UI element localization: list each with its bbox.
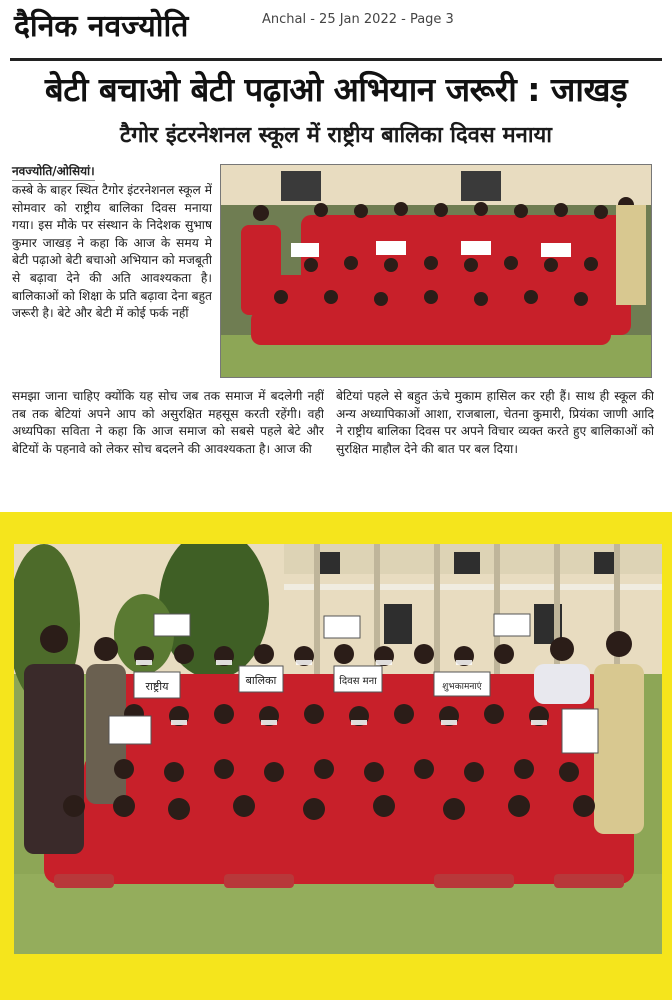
article-headline: बेटी बचाओ बेटी पढ़ाओ अभियान जरूरी : जाखड़ (44, 70, 628, 109)
placard-3-text: दिवस मना (339, 676, 377, 687)
newspaper-name: दैनिक नवज्योति (14, 9, 189, 44)
placard-4-text: शुभकामनाएं (442, 682, 482, 692)
edition-date-page: Anchal - 25 Jan 2022 - Page 3 (262, 12, 454, 27)
masthead-divider (10, 58, 662, 61)
placard-1 (134, 672, 180, 698)
article-dateline: नवज्योति/ओसियां। (12, 162, 95, 181)
masthead (0, 0, 672, 52)
article-body-part1: कस्बे के बाहर स्थित टैगोर इंटरनेशनल स्कूल में सोमवार को राष्ट्रीय बालिका दिवस मनाया गया। इस मौके पर संस्थान के निदेशक सुभाष कुमार जाखड़ ने कहा कि आज के समय मे बेटी पढ़ाओ बेटी बचाओ अभियान को मजबूती से बढ़ावा देने की अति आवश्यकता है। बालिकाओं को शिक्षा के प्रति बढ़ावा देना बहुत जरूरी है। बेटे और बेटी में कोई फर्क नहीं (12, 183, 212, 321)
article-photo-small (220, 164, 652, 378)
article-body-part3: बेटियां पहले से बहुत ऊंचे मुकाम हासिल कर रही हैं। साथ ही स्कूल की अन्य अध्यापिकाओं आशा, राजबाला, चेतना कुमारी, प्रियंका जाणी आदि ने राष्ट्रीय बालिका दिवस पर अपने विचार व्यक्त करते हुए बालिकाओं को सुरक्षित माहौल देने की बात पर बल दिया। (336, 389, 654, 456)
article-body-part2: समझा जाना चाहिए क्योंकि यह सोच जब तक समाज में बदलेगी नहीं तब तक बेटियां अपने आप को असुरक्षित महसूस करती रहेंगी। वही अध्यपिका सविता ने कहा कि आज समाज को सबसे पहले बेटे और बेटियों के पहनावे को लेकर सोच बदलने की आवश्यकता है। आज की (12, 389, 324, 456)
placard-1-text: राष्ट्रीय (145, 680, 169, 693)
placard-3 (334, 666, 382, 692)
article-subheadline: टैगोर इंटरनेशनल स्कूल में राष्ट्रीय बालिका दिवस मनाया (120, 123, 552, 148)
placard-2-text: बालिका (245, 674, 277, 687)
placard-2 (239, 666, 283, 692)
article-photo-large (14, 544, 662, 954)
placard-4 (434, 672, 490, 696)
